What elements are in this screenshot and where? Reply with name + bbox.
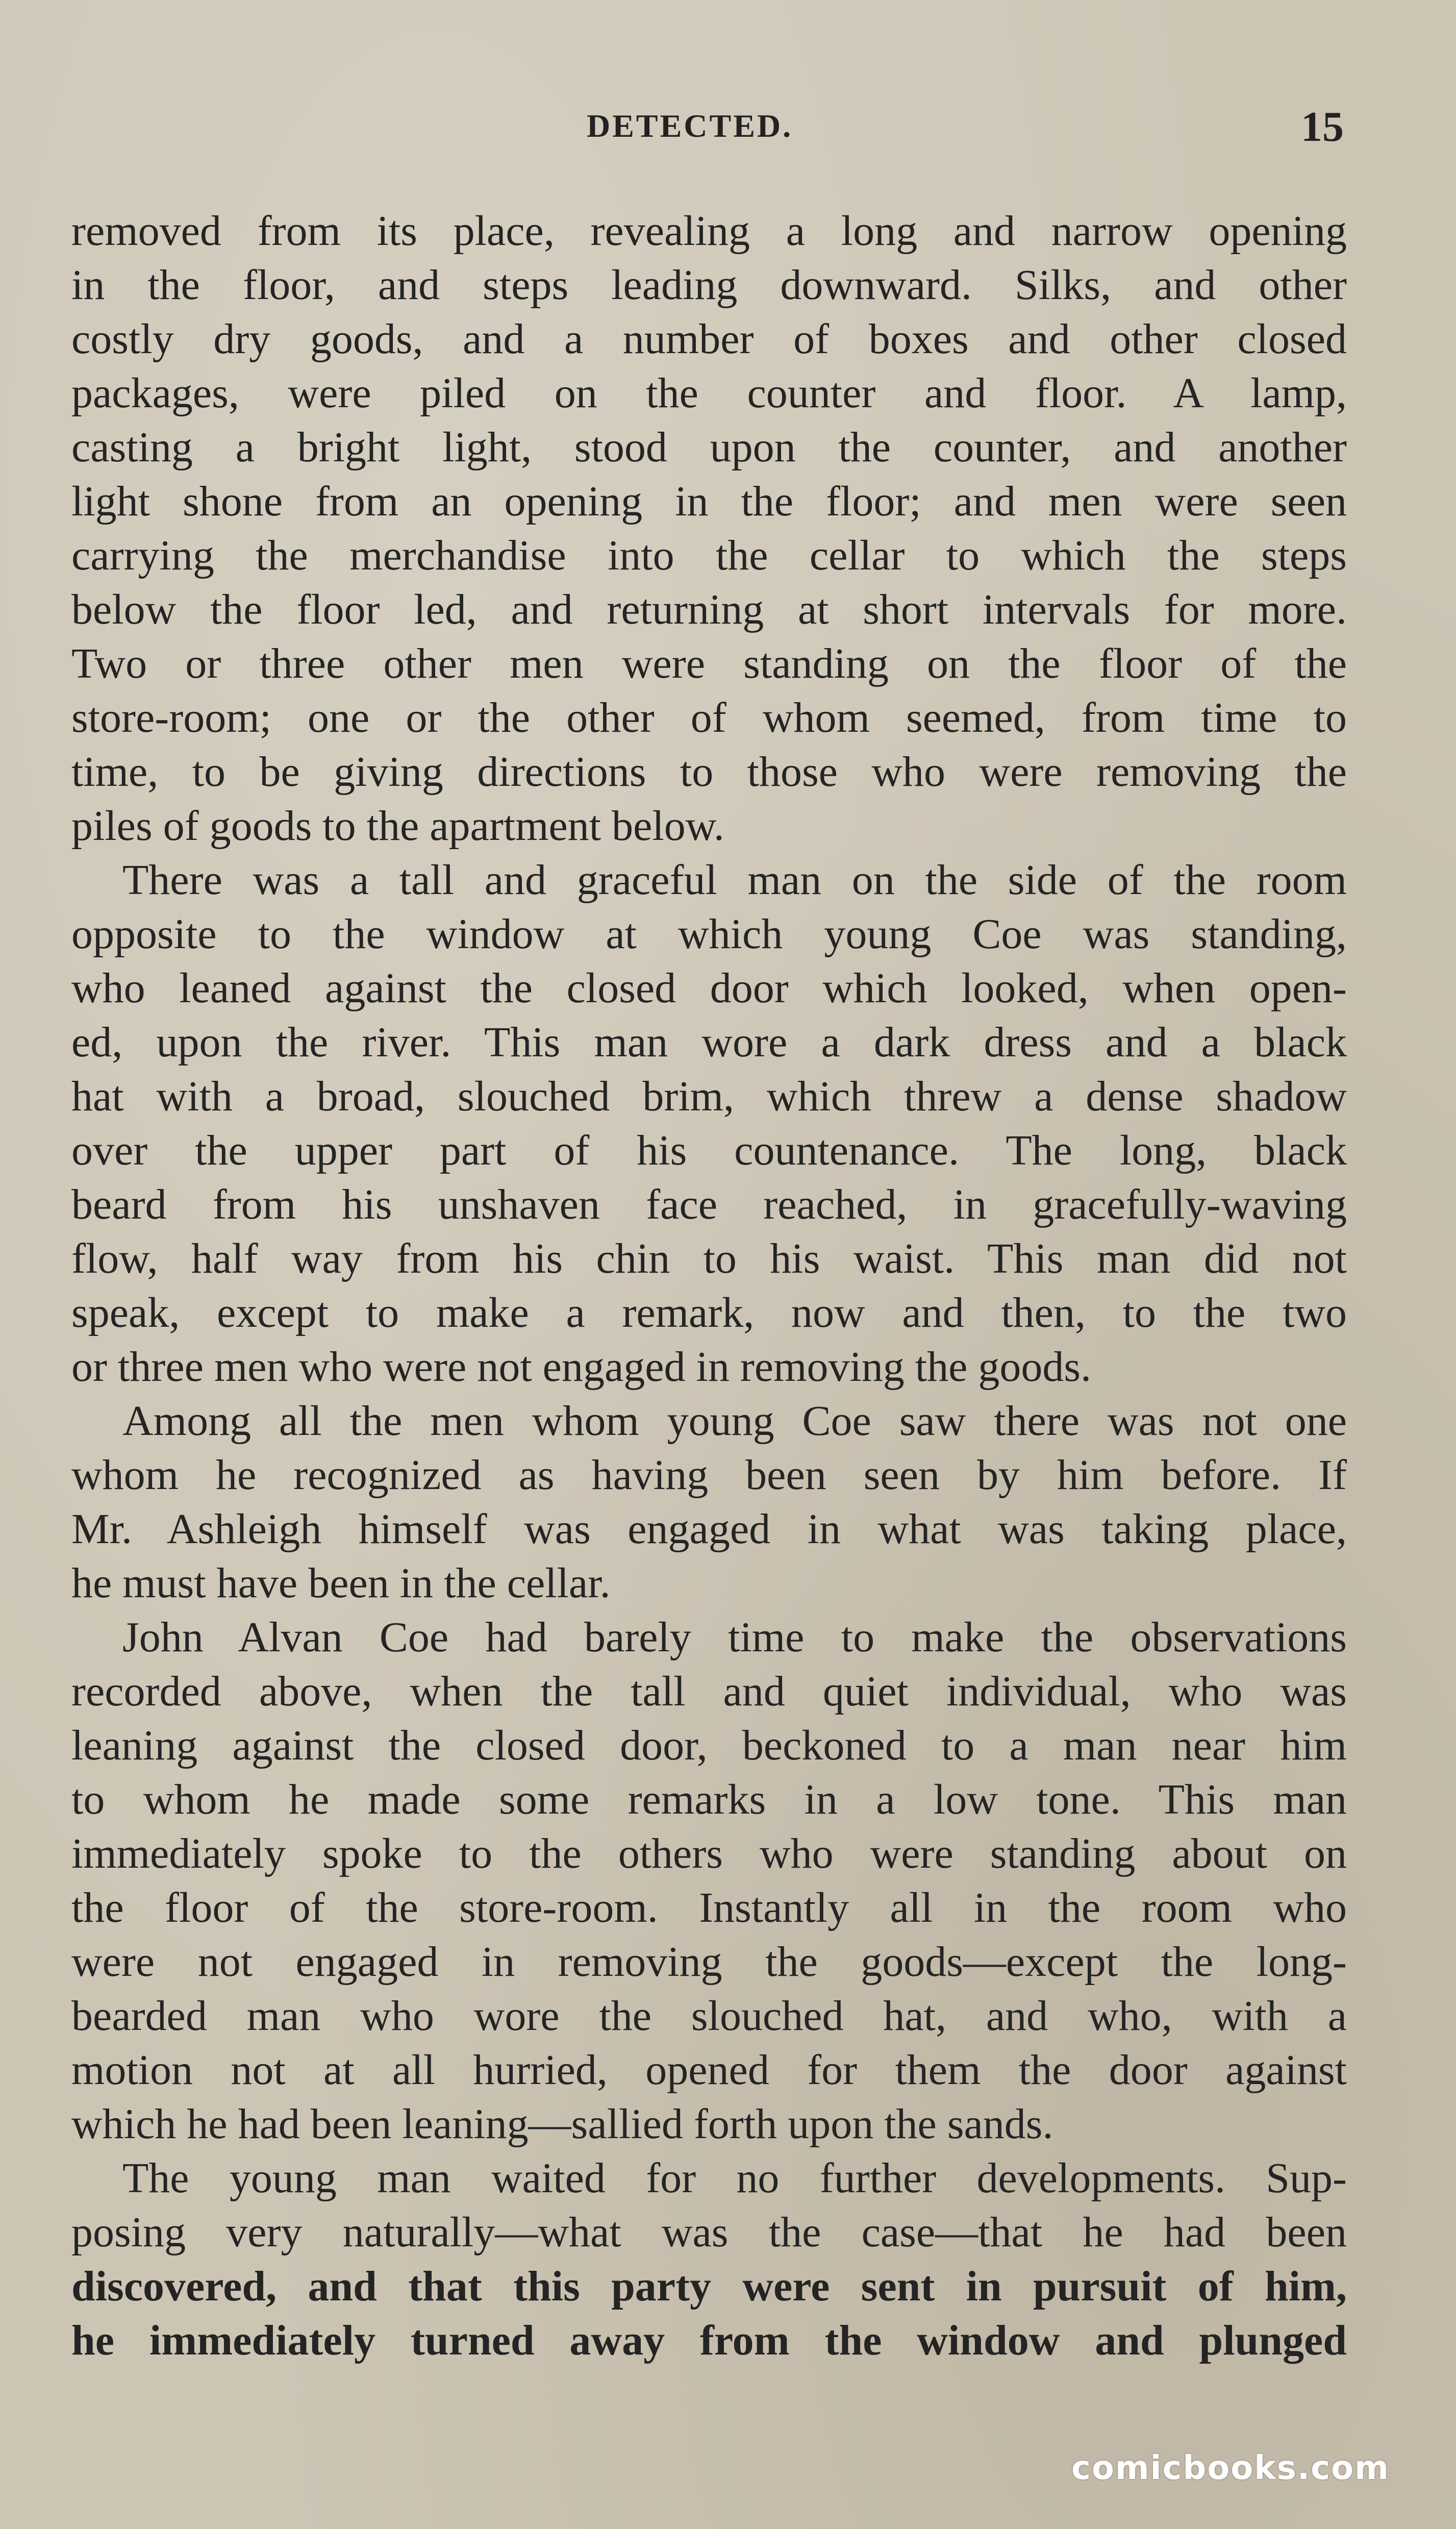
paragraph-5 — [71, 2151, 1347, 2368]
text-line: beard from his unshaven face reached, in gracefully-waving — [71, 1181, 1347, 1228]
text-line: he must have been in the cellar. — [71, 1559, 611, 1607]
text-line: were not engaged in removing the goods—except the long- — [71, 1938, 1347, 1986]
page-header — [0, 102, 1456, 158]
text-line: hat with a broad, slouched brim, which threw a dense shadow — [71, 1073, 1347, 1120]
text-line: The young man waited for no further developments. Sup- — [122, 2154, 1347, 2202]
page-number: 15 — [1301, 103, 1344, 151]
text-line: whom he recognized as having been seen by him before. If — [71, 1451, 1347, 1499]
text-line: There was a tall and graceful man on the side of the room — [122, 856, 1347, 904]
text-line: he immediately turned away from the window and plunged — [71, 2317, 1347, 2364]
text-line: ed, upon the river. This man wore a dark dress and a black — [71, 1019, 1347, 1066]
text-line: costly dry goods, and a number of boxes and other closed — [71, 315, 1347, 363]
text-line: below the floor led, and returning at short intervals for more. — [71, 586, 1347, 633]
body-text — [71, 204, 1347, 2368]
text-line: which he had been leaning—sallied forth upon the sands. — [71, 2100, 1053, 2148]
text-line: John Alvan Coe had barely time to make the observations — [122, 1614, 1347, 1661]
text-line: casting a bright light, stood upon the counter, and another — [71, 424, 1347, 471]
text-line: carrying the merchandise into the cellar to which the steps — [71, 532, 1347, 579]
text-line: motion not at all hurried, opened for them the door against — [71, 2046, 1347, 2094]
paragraph-1 — [71, 204, 1347, 853]
text-line: removed from its place, revealing a long and narrow opening — [71, 207, 1347, 255]
paragraph-4 — [71, 1610, 1347, 2151]
text-line: light shone from an opening in the floor; and men were seen — [71, 478, 1347, 525]
text-line: Two or three other men were standing on the floor of the — [71, 640, 1347, 687]
text-line: over the upper part of his countenance. The long, black — [71, 1127, 1347, 1174]
text-line: discovered, and that this party were sent in pursuit of him, — [71, 2263, 1347, 2310]
text-line: who leaned against the closed door which looked, when open- — [71, 964, 1347, 1012]
text-line: opposite to the window at which young Coe was standing, — [71, 910, 1347, 958]
text-line: recorded above, when the tall and quiet individual, who was — [71, 1668, 1347, 1715]
text-line: leaning against the closed door, beckoned to a man near him — [71, 1722, 1347, 1769]
text-line: to whom he made some remarks in a low tone. This man — [71, 1776, 1347, 1823]
text-line: flow, half way from his chin to his waist. This man did not — [71, 1235, 1347, 1282]
paragraph-3 — [71, 1394, 1347, 1610]
paragraph-2 — [71, 853, 1347, 1394]
text-line: piles of goods to the apartment below. — [71, 802, 724, 850]
running-title: DETECTED. — [587, 108, 793, 144]
text-line: Among all the men whom young Coe saw there was not one — [122, 1397, 1347, 1445]
text-line: posing very naturally—what was the case—that he had been — [71, 2209, 1347, 2256]
text-line: Mr. Ashleigh himself was engaged in what was taking place, — [71, 1505, 1347, 1553]
text-line: in the floor, and steps leading downward. Silks, and other — [71, 261, 1347, 309]
text-line: the floor of the store-room. Instantly all in the room who — [71, 1884, 1347, 1931]
text-line: immediately spoke to the others who were standing about on — [71, 1830, 1347, 1877]
text-line: speak, except to make a remark, now and then, to the two — [71, 1289, 1347, 1336]
text-line: packages, were piled on the counter and floor. A lamp, — [71, 369, 1347, 417]
text-line: time, to be giving directions to those who were removing the — [71, 748, 1347, 796]
watermark: comicbooks.com — [1071, 2449, 1390, 2487]
text-line: bearded man who wore the slouched hat, and who, with a — [71, 1992, 1347, 2040]
text-line: or three men who were not engaged in removing the goods. — [71, 1343, 1092, 1391]
text-line: store-room; one or the other of whom seemed, from time to — [71, 694, 1347, 741]
